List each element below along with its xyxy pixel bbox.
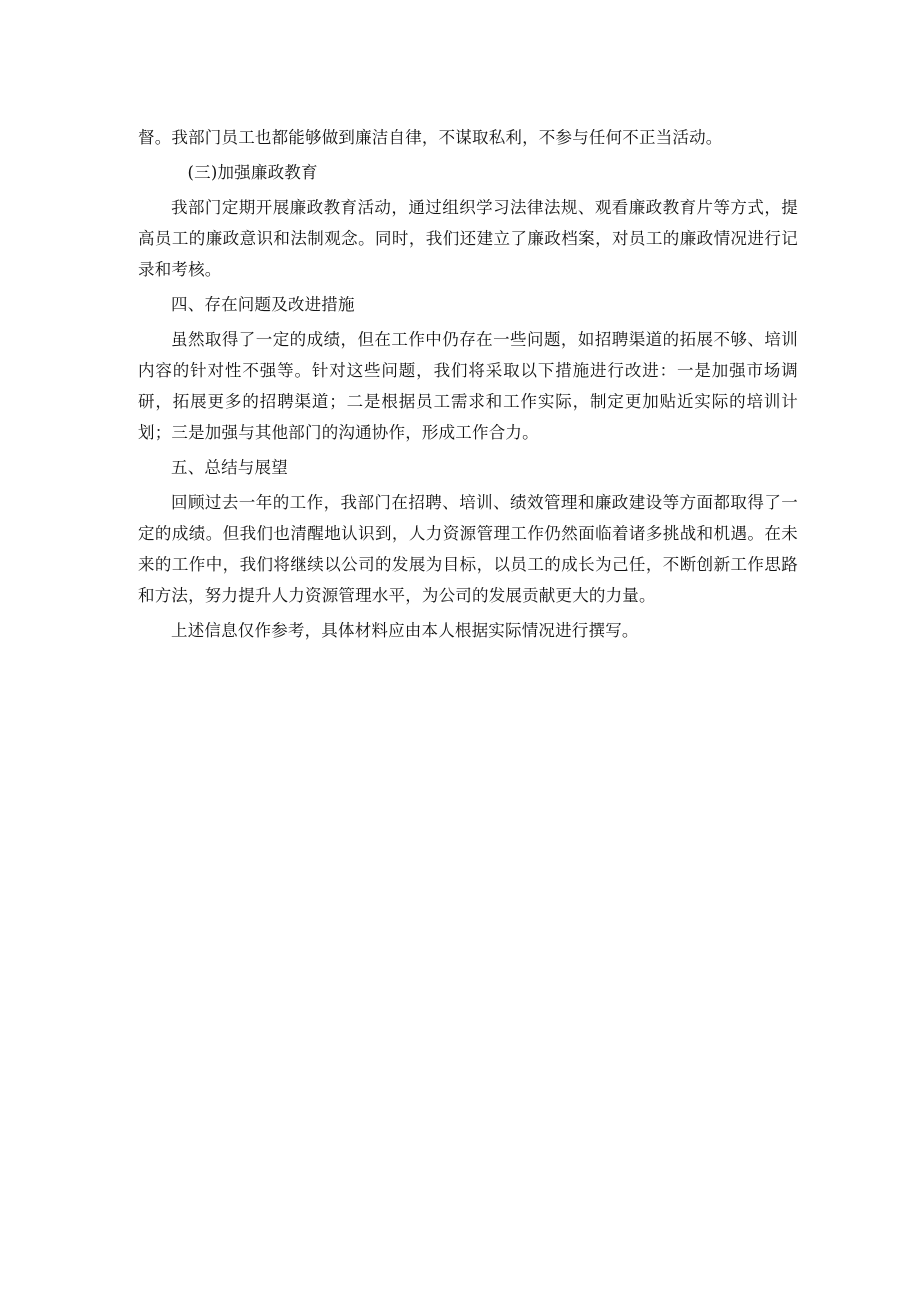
document-body <box>138 122 798 650</box>
subheading-integrity-education: (三)加强廉政教育 <box>187 163 318 182</box>
paragraph-problems-improvements: 虽然取得了一定的成绩，但在工作中仍存在一些问题，如招聘渠道的拓展不够、培训内容的针对性不强等。针对这些问题，我们将采取以下措施进行改进：一是加强市场调研，拓展更多的招聘渠道；二是根据员工需求和工作实际，制定更加贴近实际的培训计划；三是加强与其他部门的沟通协作，形成工作合力。 <box>138 330 798 442</box>
heading-problems-improvements: 四、存在问题及改进措施 <box>171 295 355 314</box>
paragraph-disclaimer: 上述信息仅作参考，具体材料应由本人根据实际情况进行撰写。 <box>171 621 639 640</box>
paragraph-summary-outlook: 回顾过去一年的工作，我部门在招聘、培训、绩效管理和廉政建设等方面都取得了一定的成绩。但我们也清醒地认识到，人力资源管理工作仍然面临着诸多挑战和机遇。在未来的工作中，我们将继续以公司的发展为目标，以员工的成长为己任，不断创新工作思路和方法，努力提升人力资源管理水平，为公司的发展贡献更大的力量。 <box>138 493 798 605</box>
paragraph-integrity-education: 我部门定期开展廉政教育活动，通过组织学习法律法规、观看廉政教育片等方式，提高员工的廉政意识和法制观念。同时，我们还建立了廉政档案，对员工的廉政情况进行记录和考核。 <box>138 198 798 279</box>
paragraph-supervision-end: 督。我部门员工也都能够做到廉洁自律，不谋取私利，不参与任何不正当活动。 <box>138 128 723 147</box>
heading-summary-outlook: 五、总结与展望 <box>171 458 288 477</box>
